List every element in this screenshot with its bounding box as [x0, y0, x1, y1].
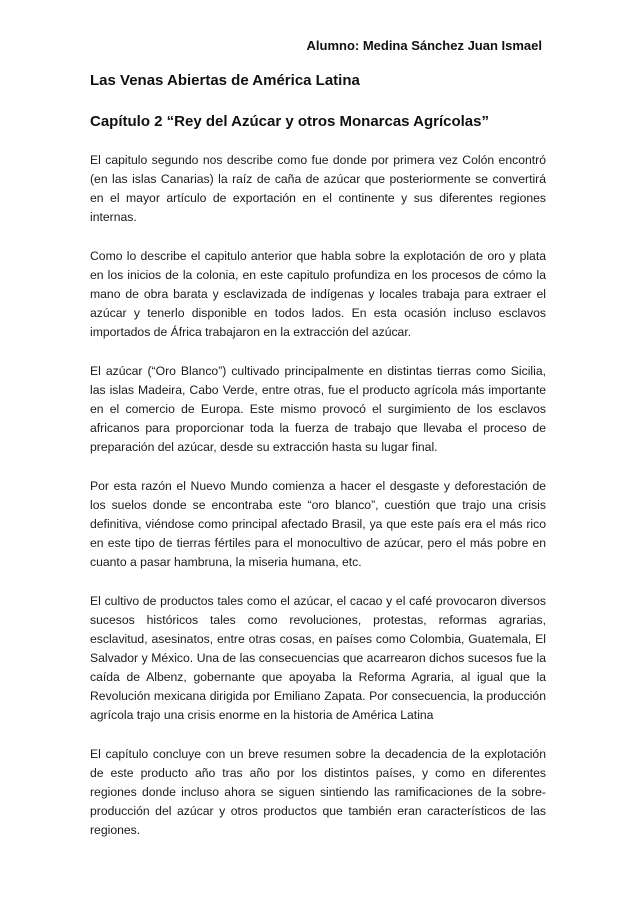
paragraph-3: El azúcar (“Oro Blanco”) cultivado principalmente en distintas tierras como Sicilia, las islas Madeira, Cabo Verde, entre otras, fue el producto agrícola más importante en el comercio de Europa. Este mismo provocó el surgimiento de los esclavos africanos para proporcionar toda la fuerza de trabajo que llevaba el proceso de preparación del azúcar, desde su extracción hasta su lugar final.: [90, 364, 546, 454]
author-header: Alumno: Medina Sánchez Juan Ismael: [306, 38, 542, 53]
document-title: Las Venas Abiertas de América Latina: [90, 72, 360, 89]
document-body: [90, 151, 546, 860]
paragraph-1: El capitulo segundo nos describe como fue donde por primera vez Colón encontró (en las islas Canarias) la raíz de caña de azúcar que posteriormente se convertirá en el mayor artículo de exportación en el continente y sus diferentes regiones internas.: [90, 153, 546, 224]
chapter-heading: Capítulo 2 “Rey del Azúcar y otros Monarcas Agrícolas”: [90, 113, 489, 130]
paragraph-5: El cultivo de productos tales como el azúcar, el cacao y el café provocaron diversos sucesos históricos tales como revoluciones, protestas, reformas agrarias, esclavitud, asesinatos, entre otras cosas, en países como Colombia, Guatemala, El Salvador y México. Una de las consecuencias que acarrearon dichos sucesos fue la caída de Albenz, gobernante que apoyaba la Reforma Agraria, al igual que la Revolución mexicana dirigida por Emiliano Zapata. Por consecuencia, la producción agrícola trajo una crisis enorme en la historia de América Latina: [90, 594, 546, 722]
paragraph-2: Como lo describe el capitulo anterior que habla sobre la explotación de oro y plata en los inicios de la colonia, en este capitulo profundiza en los procesos de cómo la mano de obra barata y esclavizada de indígenas y locales trabaja para extraer el azúcar y tenerlo disponible en todos lados. En esta ocasión incluso esclavos importados de África trabajaron en la extracción del azúcar.: [90, 249, 546, 339]
paragraph-4: Por esta razón el Nuevo Mundo comienza a hacer el desgaste y deforestación de los suelos donde se encontraba este “oro blanco”, cuestión que trajo una crisis definitiva, viéndose como principal afectado Brasil, ya que este país era el más rico en este tipo de tierras fértiles para el monocultivo de azúcar, pero el más pobre en cuanto a pasar hambruna, la miseria humana, etc.: [90, 479, 546, 569]
paragraph-6: El capítulo concluye con un breve resumen sobre la decadencia de la explotación de este producto año tras año por los distintos países, y como en diferentes regiones donde incluso ahora se siguen sintiendo las ramificaciones de la sobre-producción del azúcar y otros productos que también eran característicos de las regiones.: [90, 747, 546, 837]
